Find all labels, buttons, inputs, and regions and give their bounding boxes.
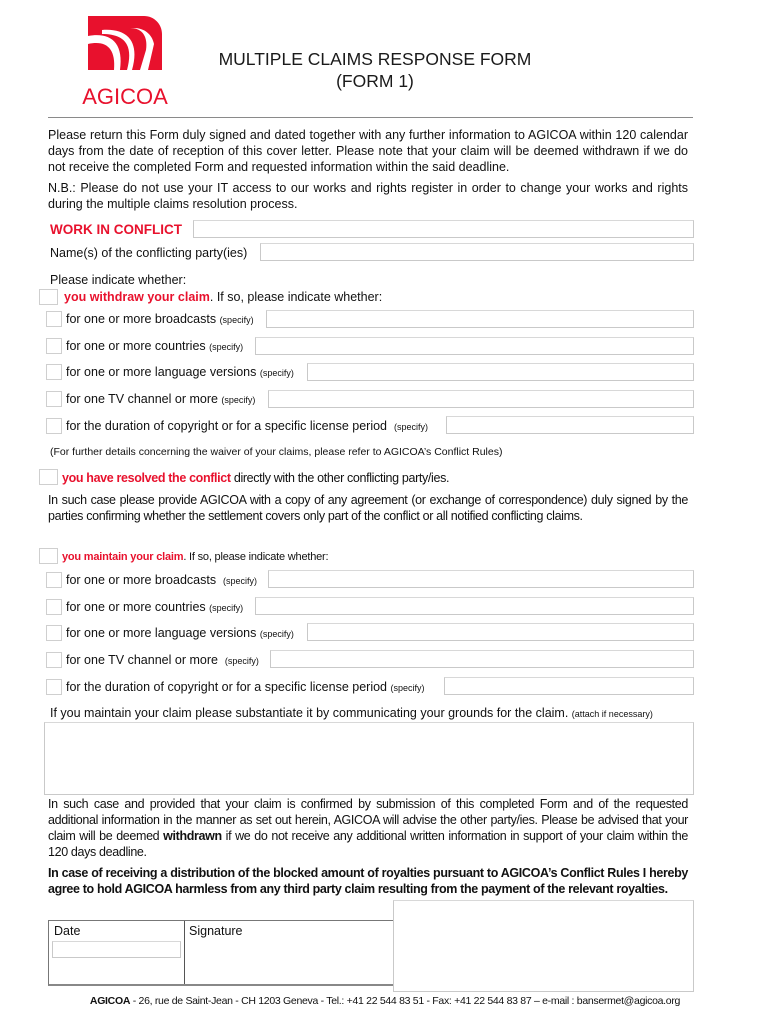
harmless-clause: In case of receiving a distribution of the blocked amount of royalties pursuant to AGICOA’s Conflict Rules I hereby agree to hold AGICOA harmless from any third party claim resulting from the payment of the relevant royalties.: [48, 866, 688, 896]
withdraw-languages-field[interactable]: [307, 363, 694, 381]
withdraw-countries-label: for one or more countries (specify): [66, 339, 244, 353]
work-in-conflict-field[interactable]: [193, 220, 694, 238]
maintain-broadcasts-checkbox[interactable]: [46, 572, 62, 588]
maintain-tv-channel-field[interactable]: [270, 650, 694, 668]
withdraw-broadcasts-checkbox[interactable]: [46, 311, 62, 327]
footer-contact: AGICOA - 26, rue de Saint-Jean - CH 1203 Geneva - Tel.: +41 22 544 83 51 - Fax: +41 22 544 83 87 – e-mail : bansermet@agicoa.org: [89, 995, 681, 1007]
maintain-languages-field[interactable]: [307, 623, 694, 641]
withdraw-license-period-field[interactable]: [446, 416, 694, 434]
maintain-broadcasts-field[interactable]: [268, 570, 694, 588]
nb-paragraph: N.B.: Please do not use your IT access to our works and rights register in order to change your works and rights during the multiple claims resolution process.: [48, 181, 688, 211]
resolved-explanation: In such case please provide AGICOA with a copy of any agreement (or exchange of correspondence) duly signed by the parties confirming whether the settlement covers only part of the conflict or all notified conflicting claims.: [48, 493, 688, 523]
maintain-license-period-field[interactable]: [444, 677, 694, 695]
maintain-countries-checkbox[interactable]: [46, 599, 62, 615]
agicoa-logo-icon: [82, 14, 170, 114]
agicoa-logo: [82, 14, 170, 114]
resolved-conflict-checkbox[interactable]: [39, 469, 58, 485]
withdraw-license-period-checkbox[interactable]: [46, 418, 62, 434]
indicate-whether-label: Please indicate whether:: [50, 273, 187, 287]
confirmation-paragraph: In such case and provided that your claim is confirmed by submission of this completed Form and of the requested additional information in the manner as set out herein, AGICOA will advise the other party/ies. Please be advised that your claim will be deemed withdrawn if we do not receive any additional written information in support of your claim within the 120 days deadline.: [48, 797, 688, 859]
withdraw-countries-checkbox[interactable]: [46, 338, 62, 354]
maintain-languages-checkbox[interactable]: [46, 625, 62, 641]
withdraw-countries-field[interactable]: [255, 337, 694, 355]
maintain-countries-field[interactable]: [255, 597, 694, 615]
maintain-languages-label: for one or more language versions (specify): [66, 626, 294, 640]
maintain-tv-channel-label: for one TV channel or more (specify): [66, 653, 259, 667]
maintain-countries-label: for one or more countries (specify): [66, 600, 244, 614]
title-line-2: (FORM 1): [336, 71, 414, 91]
withdraw-broadcasts-field[interactable]: [266, 310, 694, 328]
withdraw-languages-label: for one or more language versions (specify): [66, 365, 294, 379]
conflicting-party-label: Name(s) of the conflicting party(ies): [50, 246, 248, 260]
withdraw-tv-channel-field[interactable]: [268, 390, 694, 408]
withdraw-claim-label: you withdraw your claim. If so, please indicate whether:: [64, 290, 383, 304]
resolved-conflict-label: you have resolved the conflict directly with the other conflicting party/ies.: [62, 471, 450, 485]
intro-paragraph: Please return this Form duly signed and dated together with any further information to AGICOA within 120 calendar days from the date of reception of this cover letter. Please note that your claim will be deemed withdrawn if we do not receive the completed Form and requested information within the said deadline.: [48, 128, 688, 174]
date-label: Date: [54, 924, 81, 938]
withdraw-languages-checkbox[interactable]: [46, 364, 62, 380]
page-title: [190, 48, 560, 92]
maintain-license-period-checkbox[interactable]: [46, 679, 62, 695]
svg-text:AGICOA: AGICOA: [82, 84, 168, 109]
withdraw-broadcasts-label: for one or more broadcasts (specify): [66, 312, 254, 326]
header-divider: [48, 117, 693, 118]
withdraw-license-period-label: for the duration of copyright or for a specific license period (specify): [66, 419, 428, 433]
title-line-1: MULTIPLE CLAIMS RESPONSE FORM: [218, 49, 532, 69]
conflicting-party-field[interactable]: [260, 243, 694, 261]
date-signature-table: [48, 920, 398, 986]
signature-label: Signature: [189, 924, 243, 938]
maintain-claim-label: you maintain your claim. If so, please indicate whether:: [62, 551, 329, 563]
signature-field[interactable]: [393, 900, 694, 992]
withdraw-tv-channel-label: for one TV channel or more (specify): [66, 392, 256, 406]
maintain-claim-checkbox[interactable]: [39, 548, 58, 564]
substantiate-label: If you maintain your claim please substantiate it by communicating your grounds for the claim. (attach if necessary): [50, 706, 653, 720]
waiver-note: (For further details concerning the waiver of your claims, please refer to AGICOA’s Conflict Rules): [50, 446, 503, 458]
withdraw-claim-checkbox[interactable]: [39, 289, 58, 305]
date-field[interactable]: [52, 941, 181, 958]
grounds-textarea[interactable]: [44, 722, 694, 795]
maintain-license-period-label: for the duration of copyright or for a specific license period (specify): [66, 680, 425, 694]
table-divider: [184, 921, 185, 984]
maintain-broadcasts-label: for one or more broadcasts (specify): [66, 573, 258, 587]
work-in-conflict-label: WORK IN CONFLICT: [50, 222, 182, 237]
withdraw-tv-channel-checkbox[interactable]: [46, 391, 62, 407]
maintain-tv-channel-checkbox[interactable]: [46, 652, 62, 668]
